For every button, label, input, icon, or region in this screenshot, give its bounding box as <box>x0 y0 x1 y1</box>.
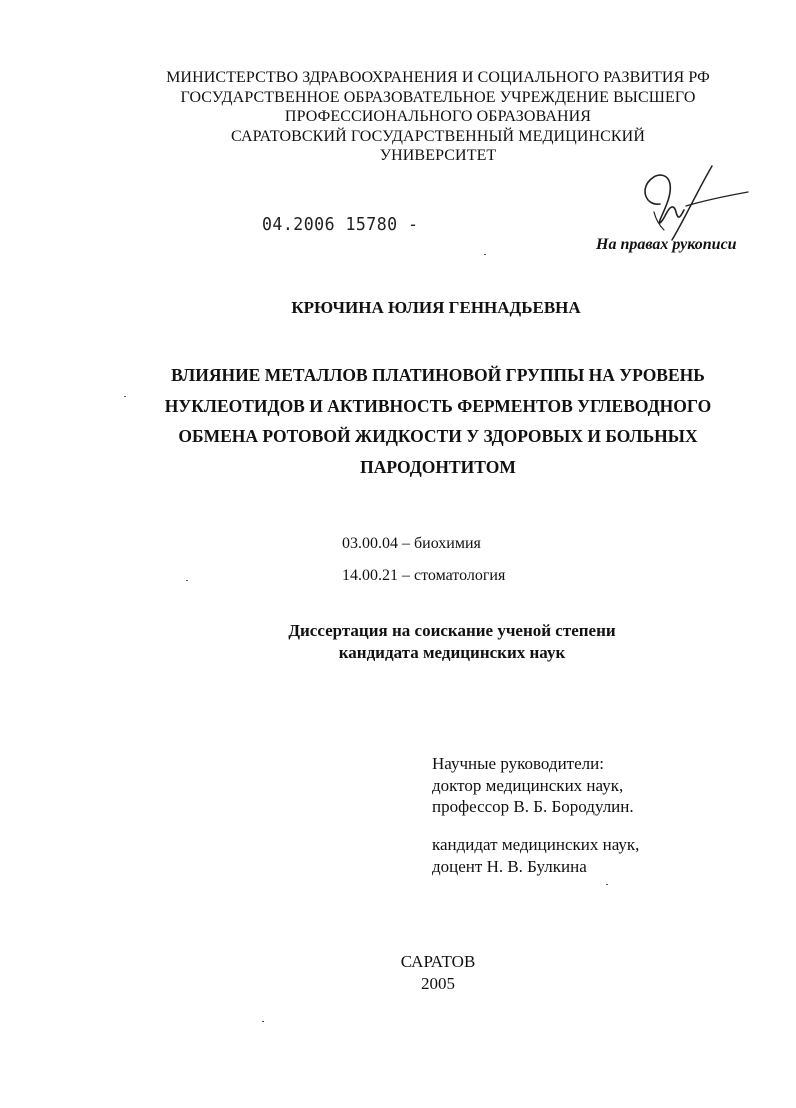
year: 2005 <box>421 974 455 993</box>
institution-line-2: ГОСУДАРСТВЕННОЕ ОБРАЗОВАТЕЛЬНОЕ УЧРЕЖДЕНИЕ ВЫСШЕГО <box>180 88 696 106</box>
supervisor-1-name: профессор В. Б. Бородулин. <box>432 797 634 816</box>
supervisors-heading: Научные руководители: <box>432 754 604 773</box>
specialty-dentistry: 14.00.21 – стоматология <box>342 567 506 584</box>
title-line-2: НУКЛЕОТИДОВ И АКТИВНОСТЬ ФЕРМЕНТОВ УГЛЕВОДНОГО <box>164 395 712 416</box>
supervisor-2-degree: кандидат медицинских наук, <box>432 835 640 854</box>
scan-speck <box>124 396 126 397</box>
supervisor-1-degree: доктор медицинских наук, <box>432 775 624 795</box>
scan-speck <box>262 1021 264 1022</box>
institution-line-3: ПРОФЕССИОНАЛЬНОГО ОБРАЗОВАНИЯ <box>284 108 592 125</box>
institution-line-1: МИНИСТЕРСТВО ЗДРАВООХРАНЕНИЯ И СОЦИАЛЬНОГО РАЗВИТИЯ РФ <box>166 69 710 86</box>
title-line-1: ВЛИЯНИЕ МЕТАЛЛОВ ПЛАТИНОВОЙ ГРУППЫ НА УРОВЕНЬ <box>171 365 705 385</box>
supervisors-block <box>432 753 634 818</box>
title-line-4: ПАРОДОНТИТОМ <box>360 456 516 477</box>
institution-header <box>60 68 796 166</box>
dissertation-title <box>100 360 776 482</box>
specialty-biochemistry: 03.00.04 – биохимия <box>342 535 481 552</box>
degree-statement <box>230 620 674 664</box>
supervisor-2-name: доцент Н. В. Булкина <box>432 856 587 876</box>
scan-speck <box>186 580 188 581</box>
institution-line-4: САРАТОВСКИЙ ГОСУДАРСТВЕННЫЙ МЕДИЦИНСКИЙ <box>230 127 645 145</box>
scan-speck <box>606 884 608 885</box>
supervisor-2-block <box>432 834 639 877</box>
registration-number: 04.2006 15780 - <box>262 214 419 235</box>
author-name: КРЮЧИНА ЮЛИЯ ГЕННАДЬЕВНА <box>291 298 581 317</box>
city: САРАТОВ <box>400 952 476 971</box>
city-year <box>338 951 538 995</box>
institution-line-5: УНИВЕРСИТЕТ <box>379 147 497 164</box>
degree-line-2: кандидата медицинских наук <box>338 643 566 662</box>
title-line-3: ОБМЕНА РОТОВОЙ ЖИДКОСТИ У ЗДОРОВЫХ И БОЛЬНЫХ <box>178 426 698 446</box>
manuscript-note: На правах рукописи <box>596 236 737 253</box>
degree-line-1: Диссертация на соискание ученой степени <box>288 621 616 640</box>
scan-speck <box>484 254 486 255</box>
